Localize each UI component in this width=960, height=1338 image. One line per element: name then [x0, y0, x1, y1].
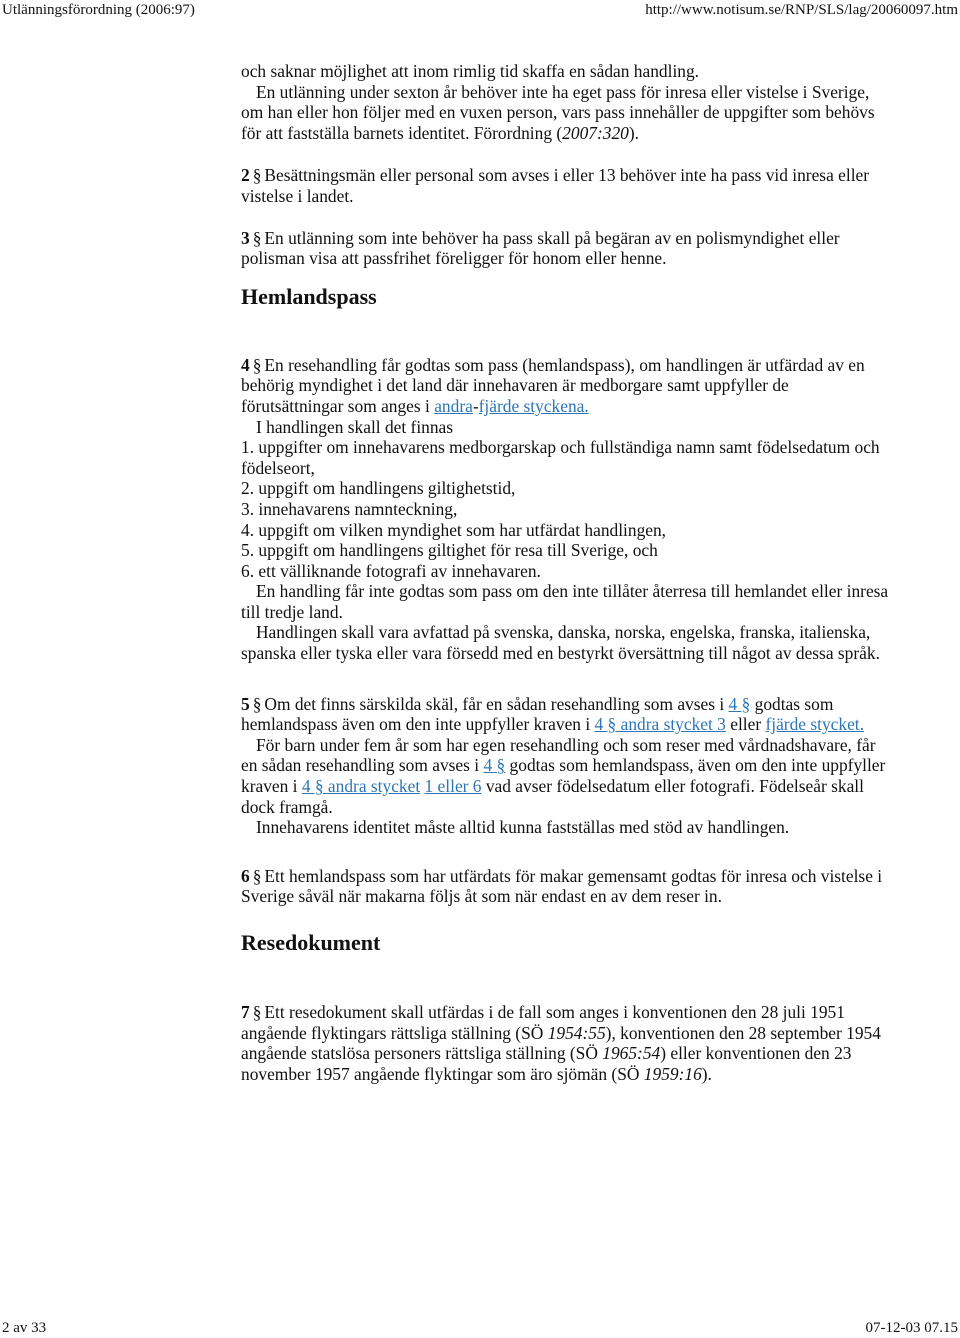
- section-4-paragraph-3: En handling får inte godtas som pass om den inte tillåter återresa till hemlandet eller inresa till tredje land.: [241, 581, 889, 622]
- section-symbol: §: [252, 227, 262, 248]
- section-text: En utlänning som inte behöver ha pass skall på begäran av en polismyndighet eller polisman visa att passfrihet föreligger för honom eller henne.: [241, 227, 840, 269]
- link-andra[interactable]: andra: [434, 395, 473, 416]
- section-number: 2: [241, 165, 250, 186]
- section-6: [241, 866, 891, 907]
- list-item: 4. uppgift om vilken myndighet som har utfärdat handlingen,: [241, 519, 667, 540]
- section-symbol: §: [252, 693, 262, 714]
- page-footer-timestamp: 07-12-03 07.15: [865, 1320, 958, 1336]
- section-symbol: §: [252, 865, 262, 886]
- section-text: Besättningsmän eller personal som avses i eller 13 behöver inte ha pass vid inresa eller vistelse i landet.: [241, 165, 870, 206]
- section-number: 5: [241, 693, 250, 714]
- section-5: 5 § Om det finns särskilda skäl, får en sådan resehandling som avses i 4 § godtas som hemlandspass även om den inte uppfyller kraven i 4 § andra stycket 3 eller fjärde stycket.: [241, 693, 864, 735]
- list-item: 6. ett välliknande fotografi av innehavaren.: [241, 560, 541, 581]
- list-item: 2. uppgift om handlingens giltighetstid,: [241, 478, 516, 499]
- link-4-andra-stycket[interactable]: 4 § andra stycket: [301, 776, 421, 797]
- document-body: [241, 61, 891, 1084]
- section-7: 7 § Ett resedokument skall utfärdas i de fall som anges i konventionen den 28 juli 1951 angående flyktingars rättsliga ställning (SÖ 1954:55), konventionen den 28 september 1954 angående statslösa personers rättsliga ställning (SÖ 1965:54) eller konventionen den 23 november 1957 angående flyktingar som äro sjömän (SÖ 1959:16).: [241, 1002, 881, 1084]
- page-footer-page-number: 2 av 33: [2, 1320, 47, 1336]
- section-text: Ett hemlandspass som har utfärdats för makar gemensamt godtas för inresa och vistelse i Sverige såväl när makarna följs åt som när endast en av dem reser in.: [241, 865, 883, 907]
- page-header-title: Utlänningsförordning (2006:97): [2, 2, 195, 18]
- heading-resedokument: Resedokument: [241, 930, 381, 955]
- link-1-eller-6[interactable]: 1 eller 6: [424, 776, 482, 797]
- list-item: 3. innehavarens namnteckning,: [241, 498, 458, 519]
- continuation-paragraph: och saknar möjlighet att inom rimlig tid skaffa en sådan handling.: [241, 61, 700, 81]
- section-5-paragraph-2: För barn under fem år som har egen resehandling och som reser med vårdnadshavare, får en sådan resehandling som avses i 4 § godtas som hemlandspass, även om den inte uppfyller kraven i 4 § andra stycket 1 eller 6 vad avser födelsedatum eller fotografi. Födelseår skall dock framgå.: [241, 734, 886, 817]
- section-4: 4 § En resehandling får godtas som pass (hemlandspass), om handlingen är utfärdad av en behörig myndighet i det land där innehavaren är medborgare samt uppfyller de förutsättningar som anges i andra-fjärde styckena.: [241, 354, 865, 416]
- section-symbol: §: [252, 165, 262, 186]
- section-4-paragraph-4: Handlingen skall vara avfattad på svenska, danska, norska, engelska, franska, italienska, spanska eller tyska eller vara försedd med en bestyrkt översättning till något av dessa språk.: [241, 622, 880, 664]
- so-reference: 1959:16: [643, 1063, 702, 1084]
- paragraph-minors: En utlänning under sexton år behöver inte ha eget pass för inresa eller vistelse i Sverige, om han eller hon följer med en vuxen person, vars pass innehåller de uppgifter som behövs för att fastställa barnets identitet. Förordning (2007:320).: [241, 81, 875, 143]
- sfs-reference: 2007:320: [562, 122, 629, 143]
- section-number: 7: [241, 1002, 250, 1022]
- link-4-andra-stycket-3[interactable]: 4 § andra stycket 3: [594, 714, 726, 735]
- section-5-paragraph-3: Innehavarens identitet måste alltid kunna fastställas med stöd av handlingen.: [256, 817, 790, 838]
- so-reference: 1965:54: [602, 1043, 661, 1064]
- link-fjarde-styckena[interactable]: fjärde styckena.: [478, 395, 589, 416]
- list-item: 1. uppgifter om innehavarens medborgarskap och fullständiga namn samt födelsedatum och födelseort,: [241, 437, 880, 478]
- so-reference: 1954:55: [547, 1022, 606, 1043]
- page-header-url: http://www.notisum.se/RNP/SLS/lag/20060097.htm: [645, 2, 958, 18]
- list-item: 5. uppgift om handlingens giltighet för resa till Sverige, och: [241, 540, 658, 561]
- section-number: 6: [241, 865, 250, 886]
- section-symbol: §: [252, 354, 262, 375]
- section-2: [241, 165, 891, 206]
- section-number: 3: [241, 227, 250, 248]
- section-symbol: §: [252, 1002, 262, 1022]
- heading-hemlandspass: Hemlandspass: [241, 283, 377, 309]
- section-4-intro: I handlingen skall det finnas: [256, 416, 454, 437]
- link-4-paragraph[interactable]: 4 §: [483, 755, 506, 776]
- link-4-paragraph[interactable]: 4 §: [728, 693, 751, 714]
- link-fjarde-stycket[interactable]: fjärde stycket.: [765, 714, 864, 735]
- section-3: [241, 228, 891, 269]
- section-number: 4: [241, 354, 250, 375]
